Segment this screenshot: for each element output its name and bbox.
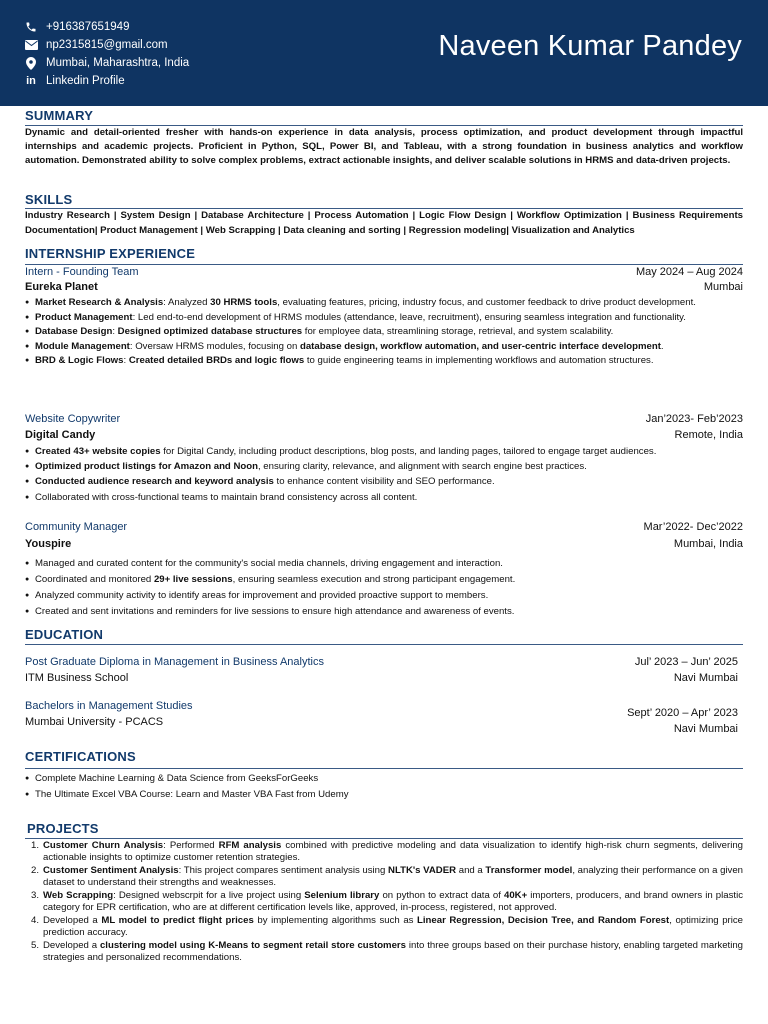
bullet-text: The Ultimate Excel VBA Course: Learn and Master VBA Fast from Udemy [35,788,349,800]
phone-text: +916387651949 [46,21,130,33]
bullet-text: and a [456,864,486,876]
job-dates: Jan’2023- Feb’2023 [645,413,743,425]
job-company: Eureka Planet [25,281,98,293]
bullet-item [25,296,743,311]
education-location: Navi Mumbai [673,723,738,735]
bold-text: Designed optimized database structures [117,326,303,337]
bold-text: Created 43+ website copies [35,446,161,457]
bold-text: Product Management [35,311,133,323]
projects-heading: PROJECTS [27,821,99,836]
bold-text: Web Scrapping [43,889,114,901]
bullet-item [25,604,743,620]
bullet-text: : [123,355,129,366]
bullet-text: Coordinated and monitored [35,574,154,585]
certifications-list [25,771,743,802]
bullet-item [25,311,743,326]
education-degree: Post Graduate Diploma in Management in Business Analytics [25,656,324,668]
phone-icon [24,20,38,34]
bullet-text: for employee data, streamlining storage, retrieval, and system scalability. [302,326,614,337]
email-text[interactable]: np2315815@gmail.com [46,39,168,51]
job-1-company-row [25,281,743,293]
job-company: Youspire [25,538,72,550]
projects-list [25,840,743,965]
contact-email[interactable] [24,36,189,54]
bullet-text: Analyzed community activity to identify areas for improvement and provided proactive support to members. [35,590,489,601]
bullet-text: , analyzing their performance on a given dataset to understand their strengths and weaknesses. [43,864,744,889]
bullet-item [25,474,743,489]
skills-text: Industry Research | System Design | Database Architecture | Process Automation | Logic Flow Design | Workflow Optimization | Business Requirements Documentation| Product Management | Web Scrapping | Data cleaning and sorting | Regression modeling| Visualization and Analytics [25,210,743,236]
contact-phone [24,18,189,36]
education-dates: Sept’ 2020 – Apr’ 2023 [627,707,738,719]
bold-text: RFM analysis [218,840,282,851]
bullet-text: combined with predictive modeling and data visualization to identify high-risk churn segments, delivering actionable insights to optimize customer retention strategies. [43,840,743,864]
bullet-text: to guide engineering teams in implementing workflows and automation structures. [304,355,654,366]
bullet-text: into three groups based on their purchase history, enabling targeted marketing strategies and personalized recommendations. [43,939,743,963]
bullet-text: : Analyzed [163,297,211,308]
list-number: 5. [31,939,40,951]
job-2-header [25,413,743,425]
job-dates: May 2024 – Aug 2024 [635,266,743,278]
bullet-text: Developed a [43,914,102,926]
bullet-text: , optimizing price prediction accuracy. [43,914,743,938]
contact-block [24,18,189,90]
job-3-bullets [25,556,743,620]
contact-linkedin[interactable] [24,72,189,90]
project-item [25,915,743,939]
bold-text: clustering model using K-Means to segment retail store customers [99,939,406,951]
job-3-company-row [25,538,743,550]
contact-location [24,54,189,72]
bullet-item [25,787,743,803]
bold-text: Module Management [35,340,130,352]
bullet-item [25,325,743,340]
bullet-text: : Performed [163,840,219,851]
bold-text: Linear Regression, Decision Tree, and Random Forest [417,914,670,926]
job-1-header [25,266,743,278]
bold-text: Customer Churn Analysis [43,840,164,851]
job-2-company-row [25,429,743,441]
experience-divider [25,264,743,265]
education-divider [25,644,743,645]
email-icon [24,38,38,52]
certifications-heading: CERTIFICATIONS [25,749,136,764]
linkedin-icon: in [26,75,36,87]
job-location: Remote, India [674,429,743,441]
bold-text: Transformer model [485,864,573,876]
bullet-item [25,771,743,787]
list-number: 1. [31,840,40,851]
bold-text: Optimized product listings for Amazon and Noon [35,461,258,473]
bullet-text: Complete Machine Learning & Data Science from GeeksForGeeks [35,773,319,784]
bullet-text: importers, producers, and brand owners in plastic category for EPR certification, who are at different certification levels like, approved, in-process, registered, not approved. [43,889,744,914]
list-number: 3. [31,889,40,901]
bullet-text: , ensuring clarity, relevance, and alignment with search engine best practices. [257,461,587,473]
bullet-text: : This project compares sentiment analysis using [178,864,389,876]
bold-text: Database Design [35,326,113,337]
skills-heading: SKILLS [25,192,73,207]
education-school: Mumbai University - PCACS [25,716,164,728]
education-school: ITM Business School [25,672,129,684]
education-2-school-row [25,716,738,735]
bullet-text: for Digital Candy, including product descriptions, blog posts, and landing pages, tailored to engage target audiences. [160,446,657,457]
job-2-bullets [25,444,743,505]
job-role: Intern - Founding Team [25,266,139,278]
project-item [25,865,743,889]
location-text: Mumbai, Maharashtra, India [46,57,190,69]
bullet-item [25,490,743,505]
bold-text: database design, workflow automation, and user-centric interface development [299,340,661,352]
project-item [25,940,743,964]
experience-heading: INTERNSHIP EXPERIENCE [25,246,196,261]
bold-text: NLTK's VADER [388,864,457,876]
bullet-text: : Led end-to-end development of HRMS modules (attendance, leave, recruitment), ensuring seamless integration and functionality. [132,311,686,323]
bullet-text: : Designed webscrpit for a live project using [113,889,305,901]
bullet-text: , evaluating features, pricing, industry focus, and customer feedback to drive product development. [277,297,696,308]
bold-text: Customer Sentiment Analysis [43,864,179,876]
bullet-text: : [112,326,118,337]
bold-text: Created detailed BRDs and logic flows [128,355,305,366]
job-location: Mumbai [703,281,743,293]
bullet-text: Developed a [43,939,100,951]
bold-text: BRD & Logic Flows [35,355,124,366]
bold-text: 40K+ [504,889,528,901]
education-1-school-row [25,672,738,684]
list-number: 2. [31,864,40,876]
list-number: 4. [31,914,40,926]
education-degree: Bachelors in Management Studies [25,700,193,712]
location-pin-icon [24,56,38,70]
linkedin-link[interactable]: Linkedin Profile [46,75,125,87]
education-location: Navi Mumbai [673,672,738,684]
projects-divider [25,838,743,839]
bullet-item [25,588,743,604]
certifications-divider [25,768,743,769]
bullet-item [25,354,743,369]
bold-text: Selenium library [304,889,380,901]
bullet-item [25,340,743,355]
job-3-header [25,521,743,533]
bullet-text: , ensuring seamless execution and strong participant engagement. [232,574,516,585]
education-heading: EDUCATION [25,627,104,642]
bold-text: 29+ live sessions [153,574,233,585]
job-dates: Mar’2022- Dec’2022 [643,521,743,533]
project-item [25,890,743,914]
bullet-text: Collaborated with cross-functional teams to maintain brand consistency across all content. [35,491,418,503]
bullet-item [25,444,743,459]
bullet-text: Managed and curated content for the community's social media channels, driving engagement and interaction. [35,558,503,569]
bullet-text: on python to extract data of [379,889,504,901]
project-item [25,840,743,864]
candidate-name: Naveen Kumar Pandey [438,30,742,62]
bullet-item [25,556,743,572]
job-location: Mumbai, India [673,538,743,550]
bold-text: 30 HRMS tools [210,297,278,308]
bullet-item [25,459,743,474]
education-dates: Jul’ 2023 – Jun’ 2025 [634,656,738,668]
bullet-text: : Oversaw HRMS modules, focusing on [129,340,300,352]
job-1-bullets [25,296,743,369]
bold-text: Market Research & Analysis [35,297,164,308]
education-1-header [25,656,738,668]
job-role: Community Manager [25,521,128,533]
header-banner [0,0,768,106]
bullet-item [25,572,743,588]
bold-text: Conducted audience research and keyword analysis [35,476,274,488]
summary-text: Dynamic and detail-oriented fresher with hands-on experience in data analysis, process optimization, and product development through impactful internships and academic projects. Proficient in Python, SQL, Power BI, and Tableau, with a strong foundation in business analytics and workflow automation. Demonstrated ability to solve complex problems, extract actionable insights, and deliver scalable solutions in HRMS and data-driven projects. [25,127,743,166]
job-company: Digital Candy [25,429,96,441]
summary-heading: SUMMARY [25,108,94,123]
job-role: Website Copywriter [25,413,121,425]
bullet-text: Created and sent invitations and reminders for live sessions to ensure high attendance and awareness of events. [35,606,515,617]
bullet-text: to enhance content visibility and SEO performance. [273,476,495,488]
bold-text: ML model to predict flight prices [101,914,254,926]
bullet-text: . [660,340,664,352]
bullet-text: by implementing algorithms such as [253,914,418,926]
